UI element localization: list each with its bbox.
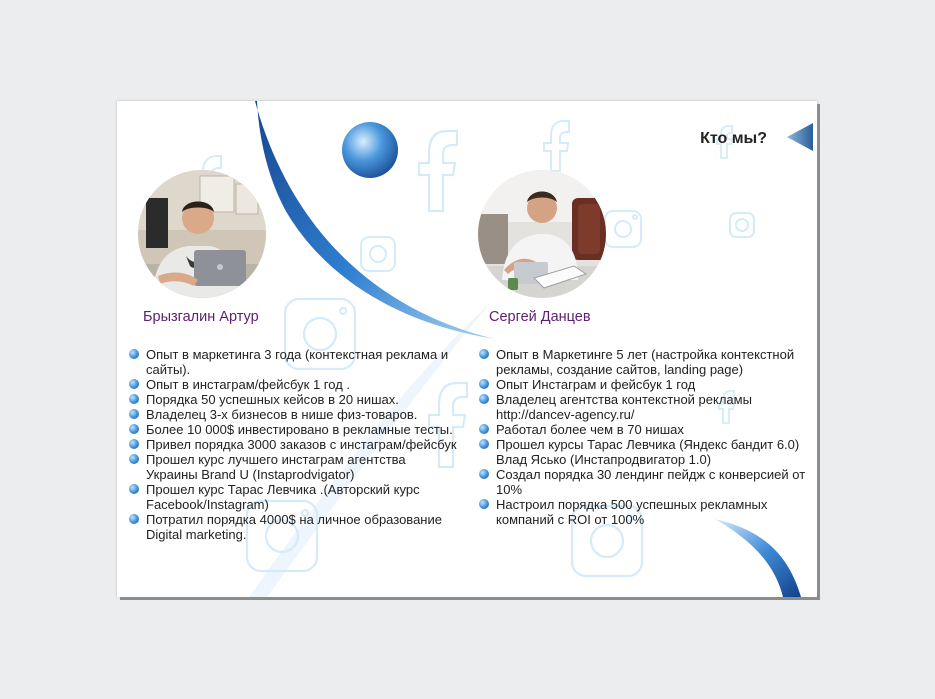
- instagram-icon: [361, 237, 395, 271]
- bullet-icon: [129, 349, 139, 359]
- bullet-icon: [129, 514, 139, 524]
- bullet-icon: [479, 379, 489, 389]
- triangle-marker: [787, 123, 813, 151]
- list-item: Прошел курс лучшего инстаграм агентства Украины Brand U (Instaprodvigator): [129, 452, 459, 482]
- bullet-icon: [479, 349, 489, 359]
- bullet-icon: [129, 409, 139, 419]
- bullet-icon: [479, 499, 489, 509]
- avatar-person-2: [478, 170, 606, 298]
- list-item: Привел порядка 3000 заказов с инстаграм/фейсбук: [129, 437, 459, 452]
- bullet-icon: [479, 469, 489, 479]
- list-item: Опыт в инстаграм/фейсбук 1 год .: [129, 377, 459, 392]
- list-item: Опыт в Маркетинге 5 лет (настройка контекстной рекламы, создание сайтов, landing page): [479, 347, 809, 377]
- avatar-person-1: [138, 170, 266, 298]
- instagram-icon: [730, 213, 754, 237]
- list-item: Опыт в маркетинга 3 года (контекстная реклама и сайты).: [129, 347, 459, 377]
- bullet-icon: [129, 394, 139, 404]
- bullet-icon: [129, 484, 139, 494]
- person-1-facts: [129, 347, 459, 542]
- bullet-icon: [479, 394, 489, 404]
- list-item: Владелец агентства контекстной рекламы http://dancev-agency.ru/: [479, 392, 809, 422]
- facebook-icon: [419, 131, 457, 211]
- corner-swoosh: [715, 519, 801, 597]
- person-2-name: Сергей Данцев: [489, 309, 591, 325]
- list-item: Прошел курс Тарас Левчика .(Авторский курс Facebook/Instagram): [129, 482, 459, 512]
- bullet-icon: [129, 454, 139, 464]
- person-1-name: Брызгалин Артур: [143, 309, 259, 325]
- person-2-facts: [479, 347, 809, 527]
- list-item: Порядка 50 успешных кейсов в 20 нишах.: [129, 392, 459, 407]
- instagram-icon: [605, 211, 641, 247]
- bullet-icon: [479, 439, 489, 449]
- list-item: Прошел курсы Тарас Левчика (Яндекс бандит 6.0) Влад Ясько (Инстапродвигатор 1.0): [479, 437, 809, 467]
- blue-sphere: [342, 122, 398, 178]
- about-us-slide: [117, 101, 817, 597]
- list-item: Более 10 000$ инвестировано в рекламные тесты.: [129, 422, 459, 437]
- list-item: Настроил порядка 500 успешных рекламных компаний с ROI от 100%: [479, 497, 809, 527]
- list-item: Владелец 3-х бизнесов в нише физ-товаров.: [129, 407, 459, 422]
- bullet-icon: [479, 424, 489, 434]
- list-item: Опыт Инстаграм и фейсбук 1 год: [479, 377, 809, 392]
- bullet-icon: [129, 439, 139, 449]
- list-item: Создал порядка 30 лендинг пейдж с конверсией от 10%: [479, 467, 809, 497]
- bullet-icon: [129, 379, 139, 389]
- facebook-icon: [544, 121, 569, 171]
- list-item: Потратил порядка 4000$ на личное образование Digital marketing.: [129, 512, 459, 542]
- list-item: Работал более чем в 70 нишах: [479, 422, 809, 437]
- page-title: Кто мы?: [700, 130, 767, 147]
- bullet-icon: [129, 424, 139, 434]
